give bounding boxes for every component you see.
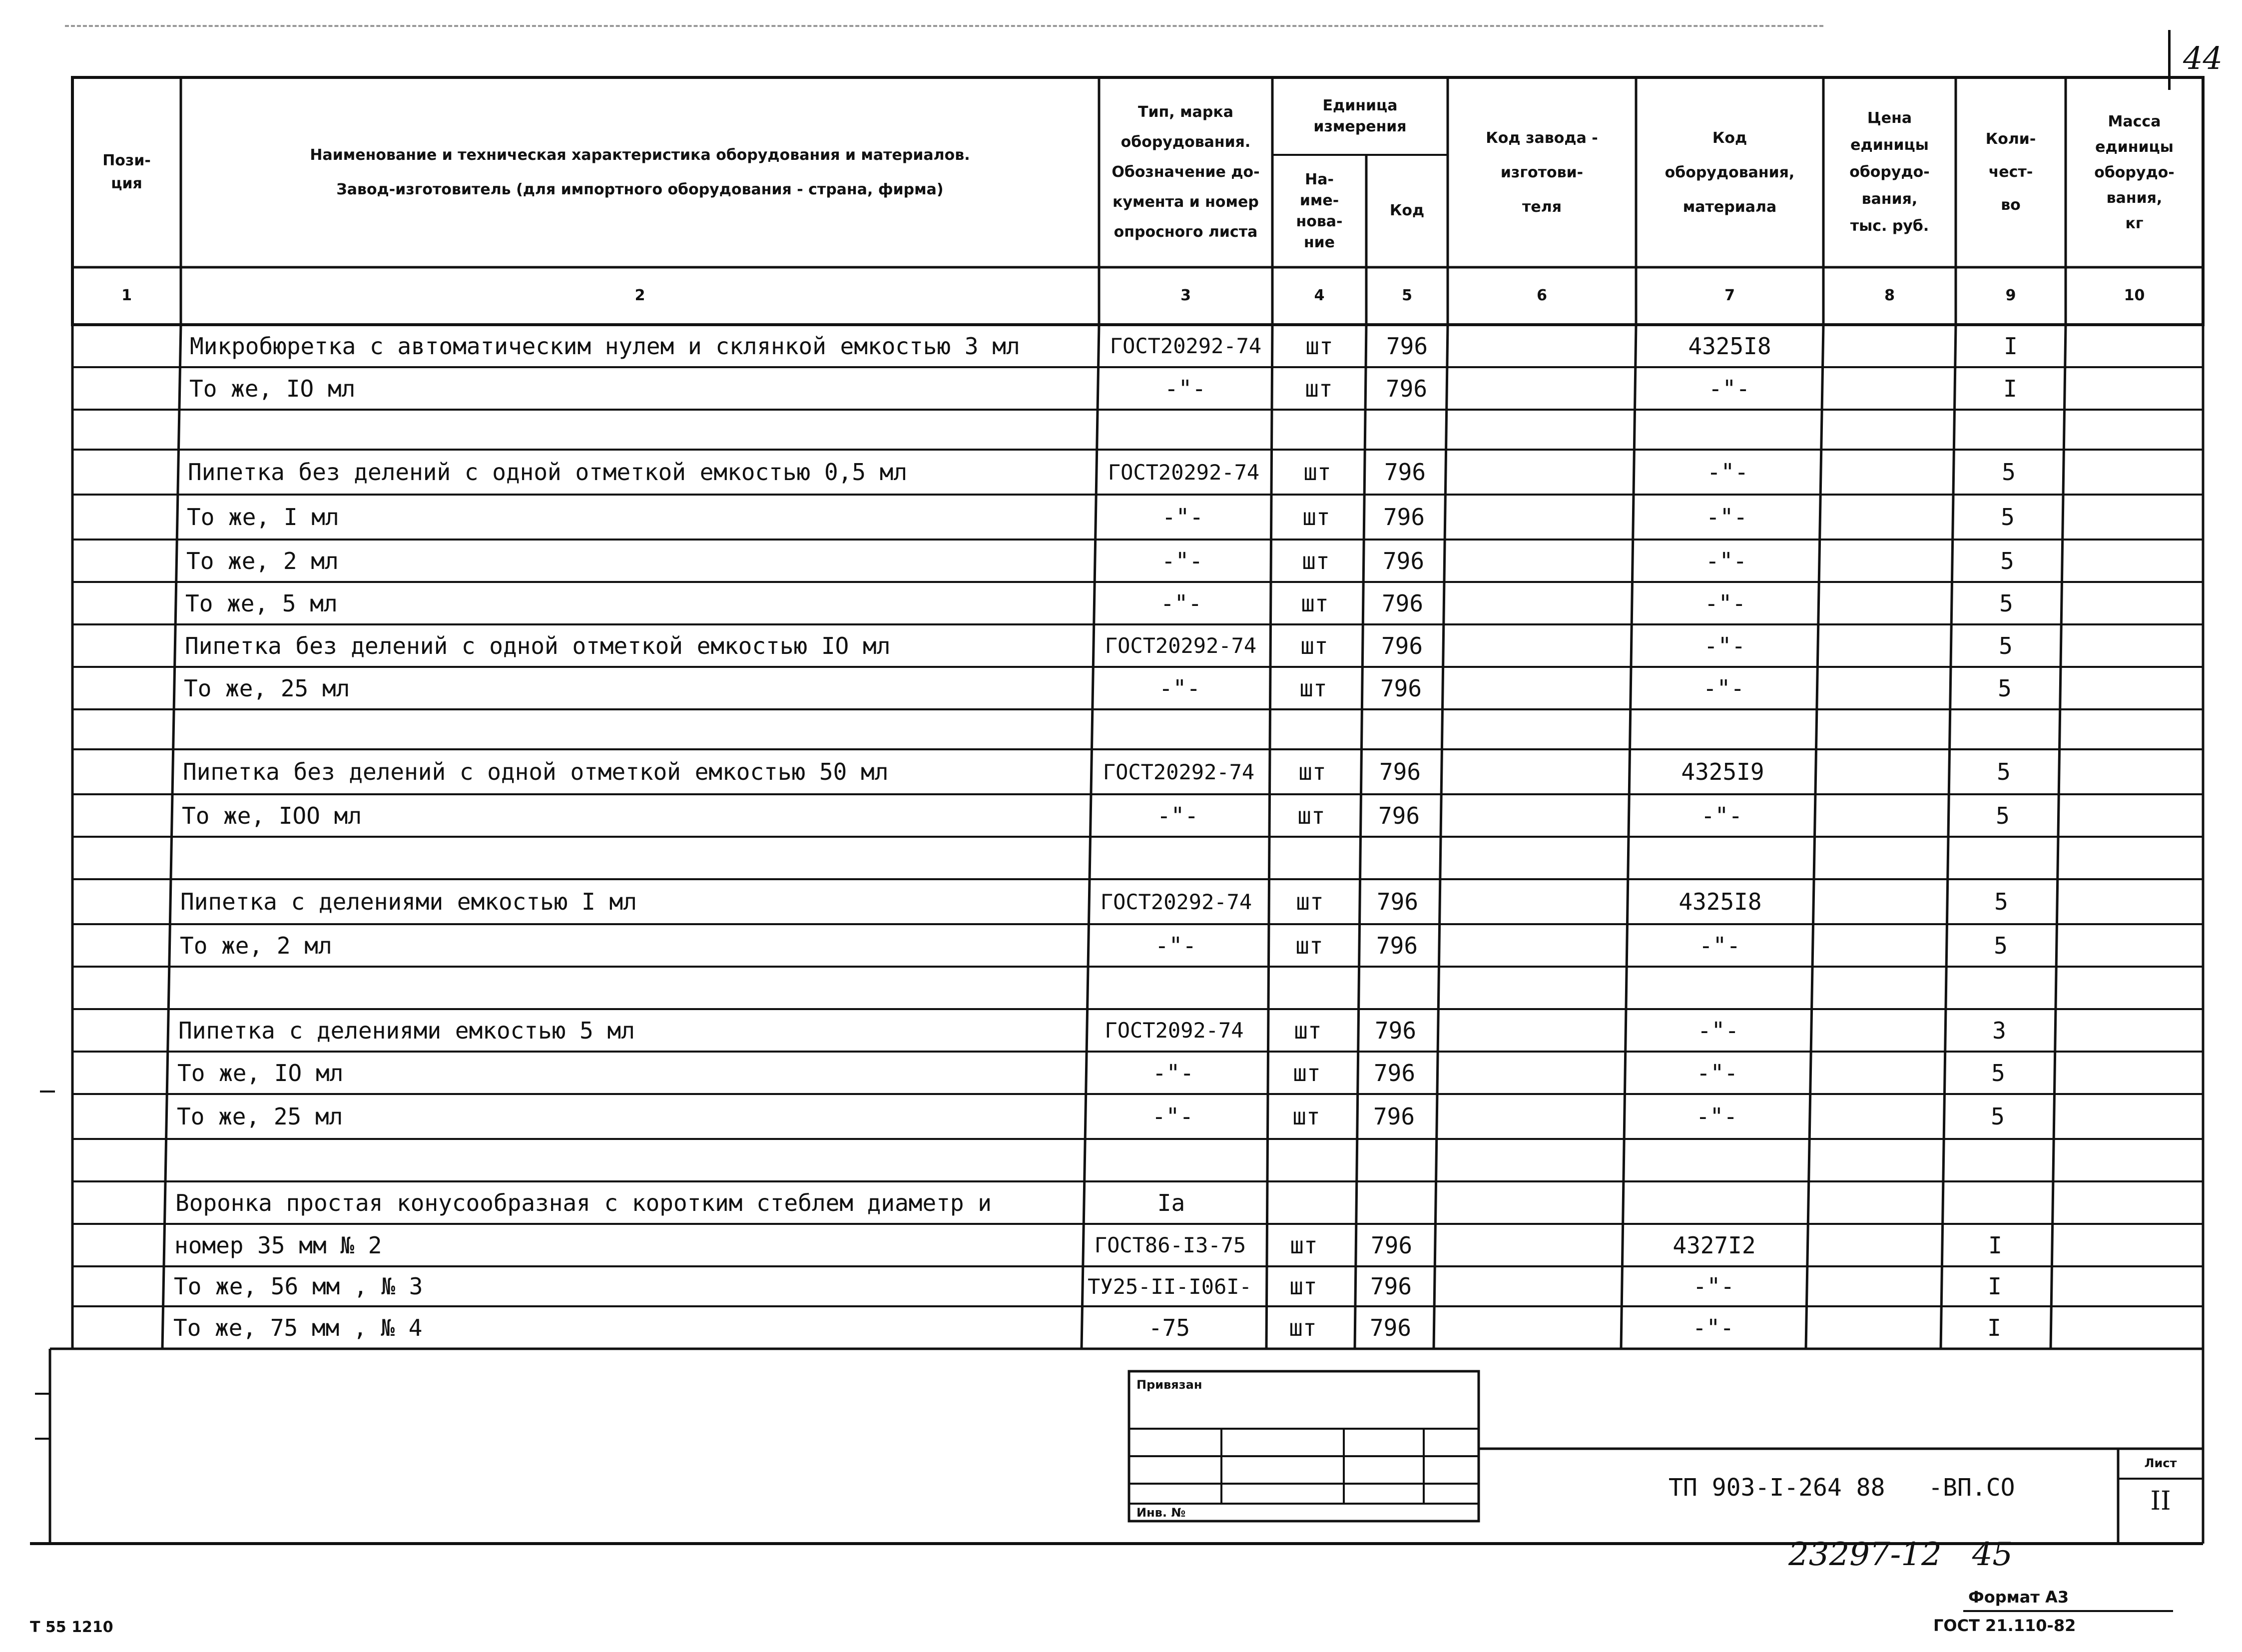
cell-type: ГОСТ20292-74: [1100, 889, 1252, 914]
header-name: [181, 77, 1099, 267]
cell-name: То же, 56 мм , № 3: [174, 1273, 423, 1300]
cell-name: То же, I мл: [187, 504, 339, 531]
cell-equipment-code: -"-: [1703, 632, 1746, 659]
cell-equipment-code: -"-: [1706, 459, 1749, 486]
cell-qty: 5: [1996, 802, 2010, 829]
cell-code: 796: [1381, 589, 1424, 617]
cell-unit: [1258, 1139, 1352, 1181]
cell-equipment-code: [1635, 410, 1822, 450]
cell-unit: [1258, 1181, 1352, 1224]
document-code: ТП 903-I-264 88 -ВП.СО: [1669, 1474, 2015, 1502]
cell-name: То же, 25 мл: [177, 1103, 343, 1130]
cell-name: [174, 709, 1093, 749]
cell-qty: [1954, 410, 2064, 450]
cell-unit: шт: [1295, 932, 1323, 959]
cell-qty: 5: [2000, 547, 2014, 574]
cell-type: -"-: [1152, 1059, 1194, 1087]
cell-type: ТУ25-II-I06I-: [1088, 1274, 1252, 1299]
cell-type: [1098, 410, 1271, 450]
cell-equipment-code: [1630, 709, 1817, 749]
cell-code: 796: [1378, 802, 1420, 829]
cell-type: -"-: [1154, 932, 1197, 959]
cell-qty: 5: [2002, 459, 2016, 486]
colnum-9: 9: [2005, 287, 2016, 305]
cell-unit: шт: [1294, 1017, 1322, 1044]
cell-unit: [1266, 709, 1360, 749]
cell-equipment-code: -"-: [1692, 1273, 1735, 1300]
cell-code: 796: [1383, 504, 1425, 531]
cell-unit: шт: [1302, 504, 1330, 531]
cell-unit: [1271, 410, 1365, 450]
cell-name: номер 35 мм № 2: [174, 1231, 382, 1259]
cell-name: Пипетка с делениями емкостью I мл: [180, 888, 637, 915]
cell-unit: шт: [1302, 547, 1330, 574]
cell-qty: [1942, 1139, 2052, 1181]
cell-unit: шт: [1305, 332, 1333, 360]
colnum-3: 3: [1180, 287, 1191, 305]
cell-type: ГОСТ2092-74: [1105, 1018, 1244, 1043]
cell-unit: шт: [1289, 1273, 1317, 1300]
header-mass: Масса единицы оборудо- вания, кг: [2094, 112, 2175, 232]
header-quantity: Коли- чест- во: [1985, 130, 2036, 214]
cell-type: -"-: [1164, 375, 1206, 402]
cell-name: То же, IOO мл: [182, 802, 362, 829]
cell-equipment-code: 4325I8: [1688, 332, 1771, 360]
cell-unit: шт: [1300, 632, 1328, 659]
cell-type: Iа: [1157, 1189, 1185, 1216]
cell-qty: 5: [1997, 758, 2011, 785]
cell-unit: шт: [1289, 1314, 1317, 1341]
cell-unit: [1264, 837, 1358, 879]
cell-equipment-code: 4325I8: [1679, 888, 1762, 915]
cell-code: 796: [1370, 1273, 1412, 1300]
colnum-8: 8: [1884, 287, 1895, 305]
cell-equipment-code: -"-: [1695, 1103, 1738, 1130]
cell-code: 796: [1376, 932, 1418, 959]
footer-format: Формат А3: [1968, 1588, 2069, 1607]
cell-name: [167, 1139, 1085, 1181]
cell-name: То же, 75 мм , № 4: [173, 1314, 423, 1341]
cell-equipment-code: -"-: [1698, 932, 1741, 959]
cell-equipment-code: -"-: [1692, 1314, 1734, 1341]
cell-code: 796: [1384, 459, 1426, 486]
cell-qty: 5: [1998, 674, 2012, 702]
cell-code: [1352, 1181, 1433, 1224]
cell-code: [1360, 709, 1441, 749]
header-price: Цена единицы оборудо- вания, тыс. руб.: [1849, 109, 1930, 235]
colnum-10: 10: [2124, 287, 2145, 305]
cell-qty: 5: [1994, 932, 2008, 959]
cell-type: ГОСТ20292-74: [1103, 759, 1255, 784]
cell-equipment-code: [1628, 837, 1815, 879]
cell-type: -"-: [1161, 547, 1203, 574]
cell-qty: I: [1988, 1273, 2002, 1300]
cell-qty: 5: [1991, 1059, 2005, 1087]
cell-qty: 5: [1999, 589, 2013, 617]
cell-name: То же, IO мл: [189, 375, 356, 402]
handwritten-registration-number: 23297-12 45: [1788, 1536, 2013, 1573]
cell-equipment-code: [1625, 967, 1812, 1009]
sheet-number: II: [2150, 1486, 2171, 1516]
cell-code: 796: [1382, 547, 1425, 574]
cell-qty: I: [1988, 1231, 2002, 1259]
cell-equipment-code: [1622, 1139, 1809, 1181]
cell-name: [179, 410, 1098, 450]
cell-equipment-code: -"-: [1697, 1017, 1739, 1044]
cell-name: То же, 2 мл: [180, 932, 332, 959]
cell-type: -75: [1148, 1314, 1190, 1341]
cell-equipment-code: 4325I9: [1681, 758, 1764, 785]
cell-equipment-code: -"-: [1705, 547, 1747, 574]
cell-equipment-code: -"-: [1705, 504, 1748, 531]
cell-equipment-code: 4327I2: [1673, 1231, 1756, 1259]
cell-code: 796: [1376, 888, 1419, 915]
page-number: 44: [2183, 40, 2223, 76]
cell-unit: шт: [1297, 802, 1325, 829]
cell-type: ГОСТ20292-74: [1105, 633, 1257, 658]
cell-unit: [1261, 967, 1355, 1009]
colnum-2: 2: [634, 287, 645, 305]
cell-code: 796: [1373, 1103, 1415, 1130]
cell-name: То же, 2 мл: [186, 547, 339, 574]
cell-unit: шт: [1296, 888, 1324, 915]
cell-code: 796: [1386, 332, 1428, 360]
cell-code: [1365, 410, 1446, 450]
footer-left-code: Т 55 1210: [30, 1619, 113, 1636]
header-type: Тип, марка оборудования. Обозначение до- кумента и номер опросного листа: [1112, 103, 1260, 241]
header-manufacturer-code: Код завода - изготови- теля: [1486, 129, 1598, 216]
cell-type: ГОСТ20292-74: [1108, 460, 1260, 485]
cell-qty: 5: [2001, 504, 2015, 531]
header-name-line2: Завод-изготовитель (для импортного оборудования - страна, фирма): [336, 181, 944, 198]
cell-type: -"-: [1158, 674, 1201, 702]
cell-name: Микробюретка с автоматическим нулем и склянкой емкостью 3 мл: [190, 332, 1020, 360]
cell-type: ГОСТ20292-74: [1110, 334, 1262, 358]
cell-type: [1093, 709, 1266, 749]
header-unit-group: Единица измерения: [1313, 96, 1407, 135]
cell-code: [1355, 967, 1437, 1009]
cell-qty: [1941, 1181, 2051, 1224]
header-equipment-code: Код оборудования, материала: [1665, 129, 1795, 216]
cell-code: 796: [1385, 375, 1428, 402]
header-unit-name: На- име- нова- ние: [1296, 170, 1343, 251]
cell-equipment-code: -"-: [1696, 1059, 1738, 1087]
cell-code: 796: [1374, 1017, 1417, 1044]
cell-type: -"-: [1160, 589, 1202, 617]
cell-qty: I: [2003, 375, 2017, 402]
cell-type: -"-: [1156, 802, 1199, 829]
stamp-inv-label: Инв. №: [1136, 1506, 1186, 1520]
cell-qty: [1949, 709, 2059, 749]
cell-code: 796: [1380, 674, 1422, 702]
cell-type: ГОСТ86-I3-75: [1094, 1233, 1246, 1257]
cell-code: 796: [1381, 632, 1423, 659]
cell-type: [1085, 1139, 1258, 1181]
colnum-7: 7: [1724, 287, 1735, 305]
cell-name: Пипетка с делениями емкостью 5 мл: [178, 1017, 635, 1044]
cell-equipment-code: -"-: [1708, 375, 1750, 402]
header-position: Пози- ция: [102, 151, 151, 192]
cell-unit: шт: [1301, 589, 1329, 617]
cell-unit: шт: [1303, 459, 1331, 486]
colnum-4: 4: [1314, 287, 1325, 305]
header-name-line1: Наименование и техническая характеристика оборудования и материалов.: [310, 146, 970, 164]
header-unit-code: Код: [1389, 202, 1425, 220]
cell-qty: 5: [1994, 888, 2008, 915]
cell-code: [1358, 837, 1439, 879]
cell-type: -"-: [1161, 504, 1204, 531]
colnum-5: 5: [1402, 287, 1412, 305]
cell-type: [1088, 967, 1261, 1009]
cell-equipment-code: -"-: [1702, 674, 1745, 702]
cell-equipment-code: -"-: [1704, 589, 1746, 617]
cell-name: То же, 25 мл: [184, 674, 350, 702]
cell-qty: I: [1987, 1314, 2001, 1341]
cell-unit: шт: [1298, 758, 1326, 785]
cell-equipment-code: -"-: [1700, 802, 1743, 829]
footer-standard: ГОСТ 21.110-82: [1933, 1616, 2076, 1635]
colnum-6: 6: [1537, 287, 1547, 305]
cell-name: [170, 967, 1088, 1009]
cell-qty: [1947, 837, 2057, 879]
cell-unit: шт: [1299, 674, 1327, 702]
cell-code: [1352, 1139, 1434, 1181]
cell-unit: шт: [1293, 1059, 1321, 1087]
cell-name: То же, IO мл: [177, 1059, 344, 1087]
cell-name: [172, 837, 1091, 879]
cell-name: Пипетка без делений с одной отметкой емкостью IO мл: [185, 632, 891, 659]
cell-name: Пипетка без делений с одной отметкой емкостью 0,5 мл: [188, 459, 908, 486]
cell-equipment-code: [1622, 1181, 1809, 1224]
cell-type: -"-: [1151, 1103, 1194, 1130]
cell-type: [1091, 837, 1264, 879]
cell-unit: шт: [1292, 1103, 1320, 1130]
cell-qty: 5: [1991, 1103, 2005, 1130]
cell-code: 796: [1369, 1314, 1412, 1341]
cell-code: 796: [1373, 1059, 1416, 1087]
cell-qty: I: [2004, 332, 2018, 360]
cell-name: Пипетка без делений с одной отметкой емкостью 50 мл: [183, 758, 889, 785]
sheet-label: Лист: [2144, 1456, 2177, 1470]
cell-unit: шт: [1290, 1231, 1318, 1259]
cell-qty: 3: [1992, 1017, 2006, 1044]
cell-name: То же, 5 мл: [185, 589, 338, 617]
cell-name: Воронка простая конусообразная с коротким стеблем диаметр и: [175, 1189, 992, 1216]
cell-qty: [1945, 967, 2055, 1009]
cell-qty: 5: [1999, 632, 2013, 659]
cell-unit: шт: [1305, 375, 1333, 402]
cell-code: 796: [1370, 1231, 1413, 1259]
colnum-1: 1: [121, 287, 132, 305]
cell-code: 796: [1379, 758, 1421, 785]
stamp-attached-label: Привязан: [1136, 1378, 1202, 1392]
